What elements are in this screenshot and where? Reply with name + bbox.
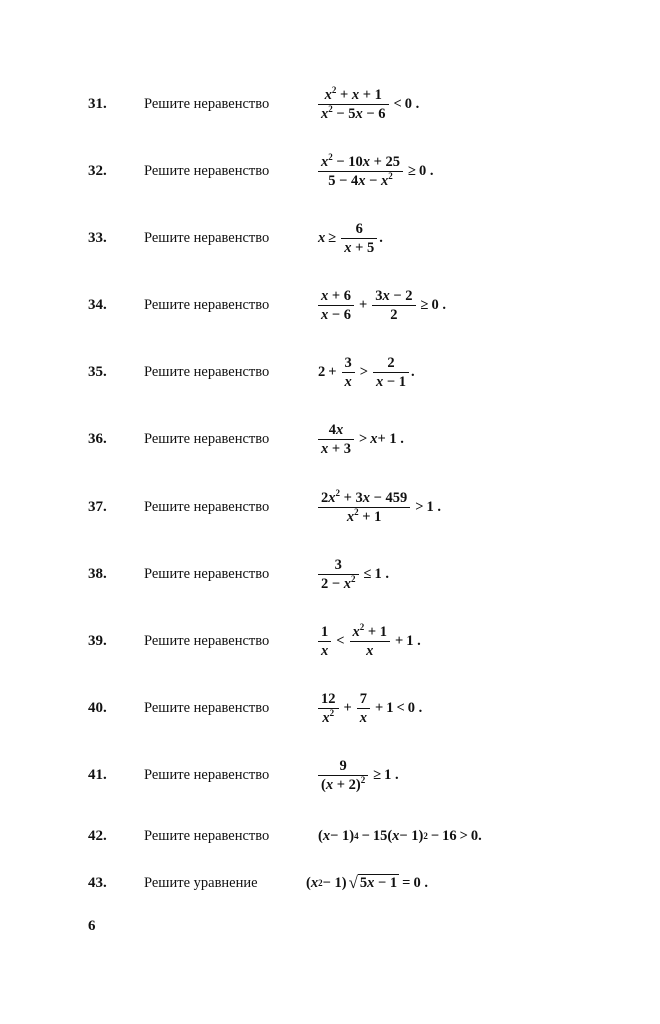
problem-text: Решите неравенство — [144, 297, 270, 313]
problem-number: 42. — [88, 828, 107, 844]
problem-35 — [0, 347, 660, 397]
problem-37 — [0, 482, 660, 532]
problem-number: 32. — [88, 163, 107, 179]
problem-text: Решите уравнение — [144, 875, 258, 891]
problem-number: 38. — [88, 566, 107, 582]
formula: $\frac{1}{x}$ < $\frac{x^2 + 1}{x}$ + 1 . — [316, 616, 421, 666]
formula: $\frac{x^2 + x + 1}{x^2 - 5x - 6}$ < 0 . — [316, 79, 419, 129]
formula: ( x − 1) 4 − 15( x − 1) 2 − 16 > 0. — [318, 827, 482, 844]
problem-text: Решите неравенство — [144, 163, 270, 179]
problem-43 — [0, 858, 660, 908]
problem-number: 41. — [88, 767, 107, 783]
formula: $\frac{3}{2 - x^2}$ ≤ 1 . — [316, 549, 389, 599]
problem-text: Решите неравенство — [144, 767, 270, 783]
problem-38 — [0, 549, 660, 599]
problem-39 — [0, 616, 660, 666]
problem-31 — [0, 79, 660, 129]
problem-number: 37. — [88, 499, 107, 515]
formula: $\frac{x^2 - 10x + 25}{5 - 4x - x^2}$ ≥ 0 . — [316, 146, 434, 196]
problem-32 — [0, 146, 660, 196]
problem-number: 33. — [88, 230, 107, 246]
formula: $\frac{9}{(x + 2)^2}$ ≥ 1 . — [316, 750, 399, 800]
formula: $\frac{12}{x^2}$ + $\frac{7}{x}$ + 1 < 0 . — [316, 683, 422, 733]
problem-text: Решите неравенство — [144, 364, 270, 380]
problem-text: Решите неравенство — [144, 828, 270, 844]
problem-number: 39. — [88, 633, 107, 649]
problem-text: Решите неравенство — [144, 431, 270, 447]
formula: x ≥ $\frac{6}{x + 5}$ . — [318, 220, 383, 256]
problem-34 — [0, 280, 660, 330]
problem-number: 43. — [88, 875, 107, 891]
page-number: 6 — [88, 918, 96, 934]
problem-41 — [0, 750, 660, 800]
problem-text: Решите неравенство — [144, 566, 270, 582]
problem-number: 40. — [88, 700, 107, 716]
problem-number: 31. — [88, 96, 107, 112]
problem-text: Решите неравенство — [144, 230, 270, 246]
formula: 2 + $\frac{3}{x}$ > $\frac{2}{x - 1}$ . — [318, 354, 415, 390]
problem-42 — [0, 811, 660, 861]
formula: $\frac{x + 6}{x - 6}$ + $\frac{3x - 2}{2}$ ≥ 0 . — [316, 280, 446, 330]
problem-36 — [0, 414, 660, 464]
formula: ( x 2 − 1) √ 5x − 1 = 0 . — [306, 873, 428, 892]
problem-number: 35. — [88, 364, 107, 380]
problem-text: Решите неравенство — [144, 633, 270, 649]
problem-text: Решите неравенство — [144, 96, 270, 112]
formula: $\frac{4x}{x + 3}$ > x + 1 . — [316, 414, 404, 464]
formula: $\frac{2x^2 + 3x - 459}{x^2 + 1}$ > 1 . — [316, 482, 441, 532]
problem-text: Решите неравенство — [144, 700, 270, 716]
problem-40 — [0, 683, 660, 733]
problem-number: 34. — [88, 297, 107, 313]
problem-text: Решите неравенство — [144, 499, 270, 515]
problem-33 — [0, 213, 660, 263]
problem-number: 36. — [88, 431, 107, 447]
